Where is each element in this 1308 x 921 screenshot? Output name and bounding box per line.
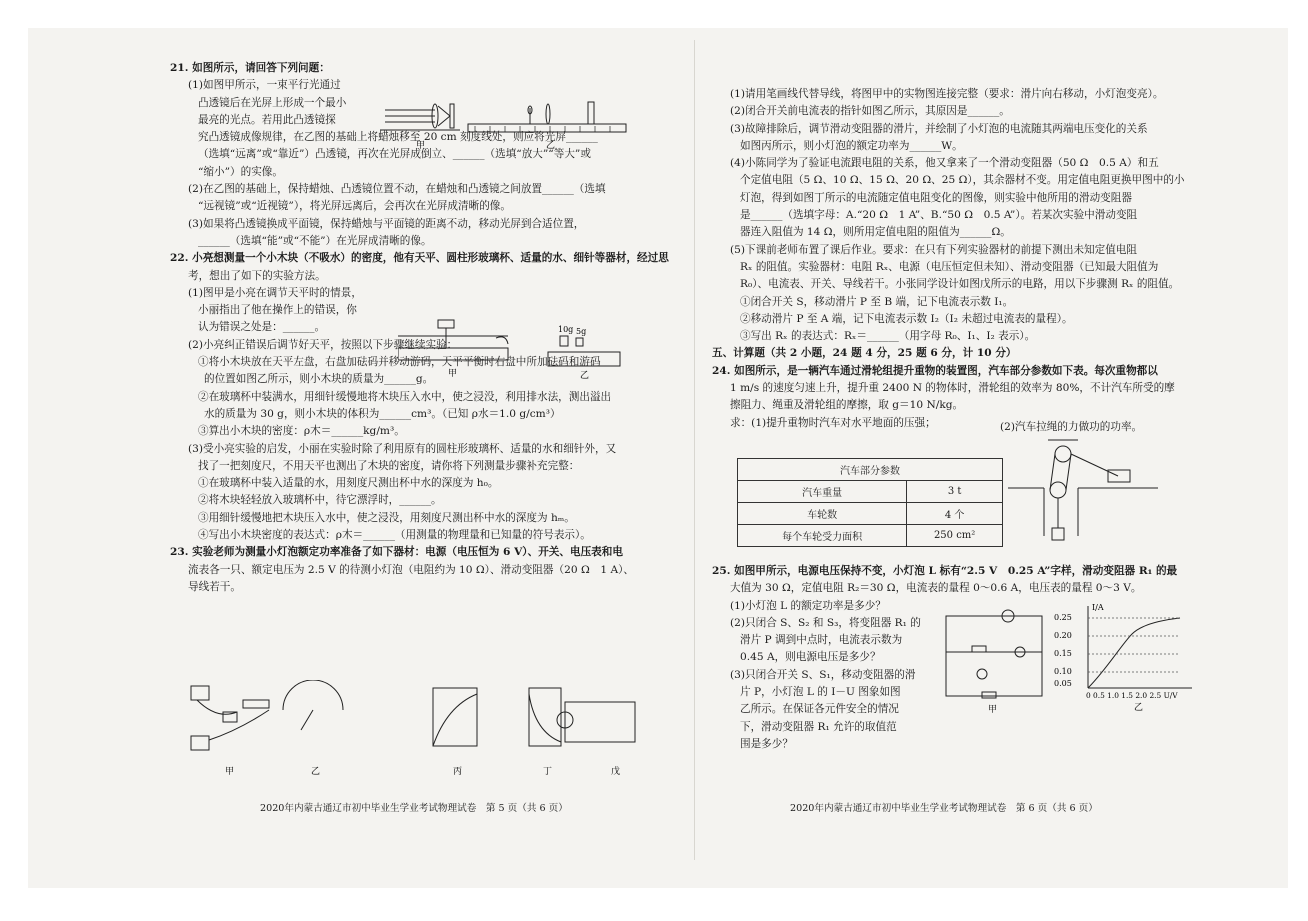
fig25-circuit-label: 甲: [988, 705, 998, 715]
q23-cont: ②移动滑片 P 至 A 端，记下电流表示数 I₂（I₂ 未超过电流表的量程）。: [740, 312, 1073, 325]
fig23-label-yi: 乙: [311, 767, 321, 777]
left-page-footer: 2020年内蒙古通辽市初中毕业生学业考试物理试卷 第 5 页（共 6 页）: [260, 803, 568, 814]
q23-cont: R₀）、电流表、开关、导线若干。小张同学设计如图戊所示的电路，用以下步骤测 Rₓ 的阻值。: [740, 278, 1180, 291]
graph-ytick: 0.05: [1054, 679, 1072, 688]
q24-text: 求：(1)提升重物时汽车对水平地面的压强；: [730, 416, 936, 429]
graph-ytick: 0.25: [1054, 613, 1072, 622]
q25-text: 0.45 A，则电源电压是多少？: [740, 651, 881, 664]
q22-text: (3)受小亮实验的启发，小丽在实验时除了利用原有的圆柱形玻璃杯、适量的水和细针外，又: [188, 442, 617, 455]
q23-cont: Rₓ 的阻值。实验器材：电阻 Rₓ、电源（电压恒定但未知）、滑动变阻器（已知最大阻值为: [740, 260, 1159, 273]
graph-ylabel: I/A: [1092, 603, 1104, 612]
q25-text: 大值为 30 Ω，定值电阻 R₂＝30 Ω，电流表的量程 0～0.6 A，电压表的量程 0～3 V。: [730, 582, 1142, 595]
q22-text: 的位置如图乙所示，则小木块的质量为______g。: [204, 373, 434, 386]
q21-text: (1)如图甲所示，一束平行光通过: [188, 79, 341, 92]
q23-cont: 器连入阻值为 14 Ω，则所用定值电阻的阻值为______Ω。: [740, 226, 1011, 239]
fig23-label-ding: 丁: [543, 767, 553, 777]
table-cell: 4 个: [907, 503, 1003, 525]
table-cell: 3 t: [907, 481, 1003, 503]
car-params-table: [737, 458, 1003, 547]
q23-cont: (2)闭合开关前电流表的指针如图乙所示，其原因是______。: [730, 105, 1010, 118]
table-title: 汽车部分参数: [738, 459, 1003, 481]
q21-text: “远视镜”或“近视镜”），将光屏远离后，会再次在光屏成清晰的像。: [198, 200, 511, 213]
fig23-label-wu: 戊: [611, 767, 621, 777]
fig25-iu-graph: [1052, 600, 1212, 712]
q24-text: 擦阻力、绳重及滑轮组的摩擦，取 g＝10 N/kg。: [730, 399, 964, 412]
fig23-label-bing: 丙: [453, 767, 463, 777]
q24-title: 24. 如图所示，是一辆汽车通过滑轮组提升重物的装置图，汽车部分参数如下表。每次重物都以: [712, 364, 1158, 377]
fig22-label-b: 乙: [580, 371, 590, 380]
q23-text: 流表各一只、额定电压为 2.5 V 的待测小灯泡（电阻约为 10 Ω）、滑动变阻器（20 Ω 1 A）、: [188, 563, 634, 576]
table-row: [738, 481, 1003, 503]
q22-text: 认为错误之处是：______。: [198, 321, 326, 334]
q25-title: 25. 如图甲所示，电源电压保持不变，小灯泡 L 标有“2.5 V 0.25 A”字样，滑动变阻器 R₁ 的最: [712, 565, 1178, 577]
section5-heading: 五、计算题（共 2 小题，24 题 4 分，25 题 6 分，计 10 分）: [712, 347, 1017, 360]
fig23-label-jia: 甲: [225, 767, 235, 777]
table-cell: 每个车轮受力面积: [738, 525, 907, 547]
q21-text: 最亮的光点。若用此凸透镜探: [198, 113, 336, 126]
q22-text: (1)图甲是小亮在调节天平时的情景，: [188, 286, 362, 299]
fig23-row: [183, 680, 643, 780]
page-divider: [694, 40, 695, 860]
q22-text: 考，想出了如下的实验方法。: [188, 269, 326, 282]
q23-cont: ①闭合开关 S，移动滑片 P 至 B 端，记下电流表示数 I₁。: [740, 295, 1014, 308]
graph-ytick: 0.20: [1054, 631, 1072, 640]
q24-text: 1 m/s 的速度匀速上升，提升重 2400 N 的物体时，滑轮组的效率为 80%，不计汽车所受的摩: [730, 382, 1175, 395]
q22-text: ②在玻璃杯中装满水，用细针缓慢地将木块压入水中，使之浸没，利用排水法，测出溢出: [198, 390, 612, 403]
q22-text: ①将小木块放在天平左盘，右盘加砝码并移动游码，天平平衡时右盘中所加砝码和游码: [198, 356, 601, 369]
q21-text: (3)如果将凸透镜换成平面镜，保持蜡烛与平面镜的距离不动，移动光屏到合适位置，: [188, 217, 585, 230]
right-page-footer: 2020年内蒙古通辽市初中毕业生学业考试物理试卷 第 6 页（共 6 页）: [790, 803, 1098, 814]
q21-text: (2)在乙图的基础上，保持蜡烛、凸透镜位置不动，在蜡烛和凸透镜之间放置______（选填: [188, 183, 606, 196]
q22-text: ②将木块轻轻放入玻璃杯中，待它漂浮时，______。: [198, 494, 442, 507]
fig25-circuit: [938, 606, 1048, 716]
q21-text: 凸透镜后在光屏上形成一个最小: [198, 96, 347, 109]
graph-xticks: 0 0.5 1.0 1.5 2.0 2.5 U/V: [1086, 691, 1178, 700]
fig21-optics: [380, 96, 630, 154]
q25-text: (1)小灯泡 L 的额定功率是多少？: [730, 599, 886, 612]
q23-cont: (4)小陈同学为了验证电流跟电阻的关系，他又拿来了一个滑动变阻器（50 Ω 0.5 A）和五: [730, 157, 1159, 170]
q23-cont: 如图丙所示，则小灯泡的额定功率为______W。: [740, 139, 963, 152]
table-cell: 250 cm²: [907, 525, 1003, 547]
q21-text: “缩小”）的实像。: [198, 165, 283, 178]
fig21-label-a: 甲: [416, 141, 426, 151]
q22-text: (2)小亮纠正错误后调节好天平，按照以下步骤继续实验：: [188, 338, 458, 351]
table-cell: 汽车重量: [738, 481, 907, 503]
q23-cont: ③写出 Rₓ 的表达式：Rₓ＝______（用字母 R₀、I₁、I₂ 表示）。: [740, 330, 1036, 343]
q21-text: 究凸透镜成像规律，在乙图的基础上将蜡烛移至 20 cm 刻度线处，则应将光屏______: [198, 131, 598, 144]
weight-5g-label: 5g: [576, 327, 587, 336]
q22-text: 水的质量为 30 g，则小木块的体积为______cm³。（已知 ρ水＝1.0 g/cm³）: [204, 407, 561, 420]
q22-text: 小丽指出了他在操作上的错误，你: [198, 304, 357, 317]
q22-title: 22. 小亮想测量一个小木块（不吸水）的密度，他有天平、圆柱形玻璃杯、适量的水、细针等器材，经过思: [170, 252, 669, 265]
q23-cont: 个定值电阻（5 Ω、10 Ω、15 Ω、20 Ω、25 Ω），其余器材不变。用定值电阻更换甲图中的小: [740, 174, 1185, 187]
q25-text: 乙所示。在保证各元件安全的情况: [740, 703, 899, 716]
q24-part2: (2)汽车拉绳的力做功的功率。: [1000, 421, 1143, 433]
q21-text: （选填“远离”或“靠近”）凸透镜，再次在光屏成倒立、______（选填“放大”“等大”或: [198, 148, 591, 161]
q25-text: 片 P，小灯泡 L 的 I－U 图象如图: [740, 686, 901, 699]
q23-cont: 是______（选填字母：A.“20 Ω 1 A”、B.“50 Ω 0.5 A”）。若某次实验中滑动变阻: [740, 209, 1138, 222]
q23-cont: (3)故障排除后，调节滑动变阻器的滑片，并绘制了小灯泡的电流随其两端电压变化的关系: [730, 122, 1148, 135]
q23-cont: (1)请用笔画线代替导线，将图甲中的实物图连接完整（要求：滑片向右移动，小灯泡变亮）。: [730, 88, 1164, 100]
right-page: [712, 86, 1200, 432]
fig24-pulley: [1008, 436, 1178, 546]
q22-text: ③算出小木块的密度：ρ木＝______kg/m³。: [198, 425, 405, 438]
fig22-label-a: 甲: [448, 369, 458, 379]
table-cell: 车轮数: [738, 503, 907, 525]
q21-text: ______（选填“能”或“不能”）在光屏成清晰的像。: [198, 234, 432, 247]
table-row: [738, 525, 1003, 547]
q23-text: 导线若干。: [188, 580, 241, 593]
q23-title: 23. 实验老师为测量小灯泡额定功率准备了如下器材：电源（电压恒为 6 V）、开关、电压表和电: [170, 546, 623, 559]
weight-10g-label: 10g: [558, 325, 574, 334]
q22-text: ①在玻璃杯中装入适量的水，用刻度尺测出杯中水的深度为 h₀。: [198, 477, 499, 490]
q25-text: 围是多少？: [740, 737, 793, 750]
graph-ytick: 0.10: [1054, 667, 1072, 676]
q25-text: 下，滑动变阻器 R₁ 允许的取值范: [740, 720, 897, 733]
fig22-balance: [398, 308, 628, 380]
q23-cont: (5)下课前老师布置了课后作业。要求：在只有下列实验器材的前提下测出未知定值电阻: [730, 243, 1137, 256]
q25-text: (2)只闭合 S、S₂ 和 S₃，将变阻器 R₁ 的: [730, 616, 921, 629]
graph-label: 乙: [1134, 703, 1144, 712]
graph-ytick: 0.15: [1054, 649, 1072, 658]
table-row: [738, 503, 1003, 525]
q21-title: 21. 如图所示，请回答下列问题：: [170, 62, 330, 74]
fig21-label-b: 乙: [546, 141, 556, 151]
q23-cont: 灯泡，得到如图丁所示的电流随定值电阻变化的图像，则实验中他所用的滑动变阻器: [740, 191, 1132, 204]
q22-text: ③用细针缓慢地把木块压入水中，使之浸没，用刻度尺测出杯中水的深度为 hₘ。: [198, 511, 575, 524]
q22-text: 找了一把刻度尺，不用天平也测出了木块的密度，请你将下列测量步骤补充完整：: [198, 459, 580, 472]
q25-text: 滑片 P 调到中点时，电流表示数为: [740, 634, 903, 647]
q25-text: (3)只闭合开关 S、S₁，移动变阻器的滑: [730, 668, 916, 681]
q22-text: ④写出小木块密度的表达式：ρ木＝______（用测量的物理量和已知量的符号表示）。: [198, 529, 591, 542]
